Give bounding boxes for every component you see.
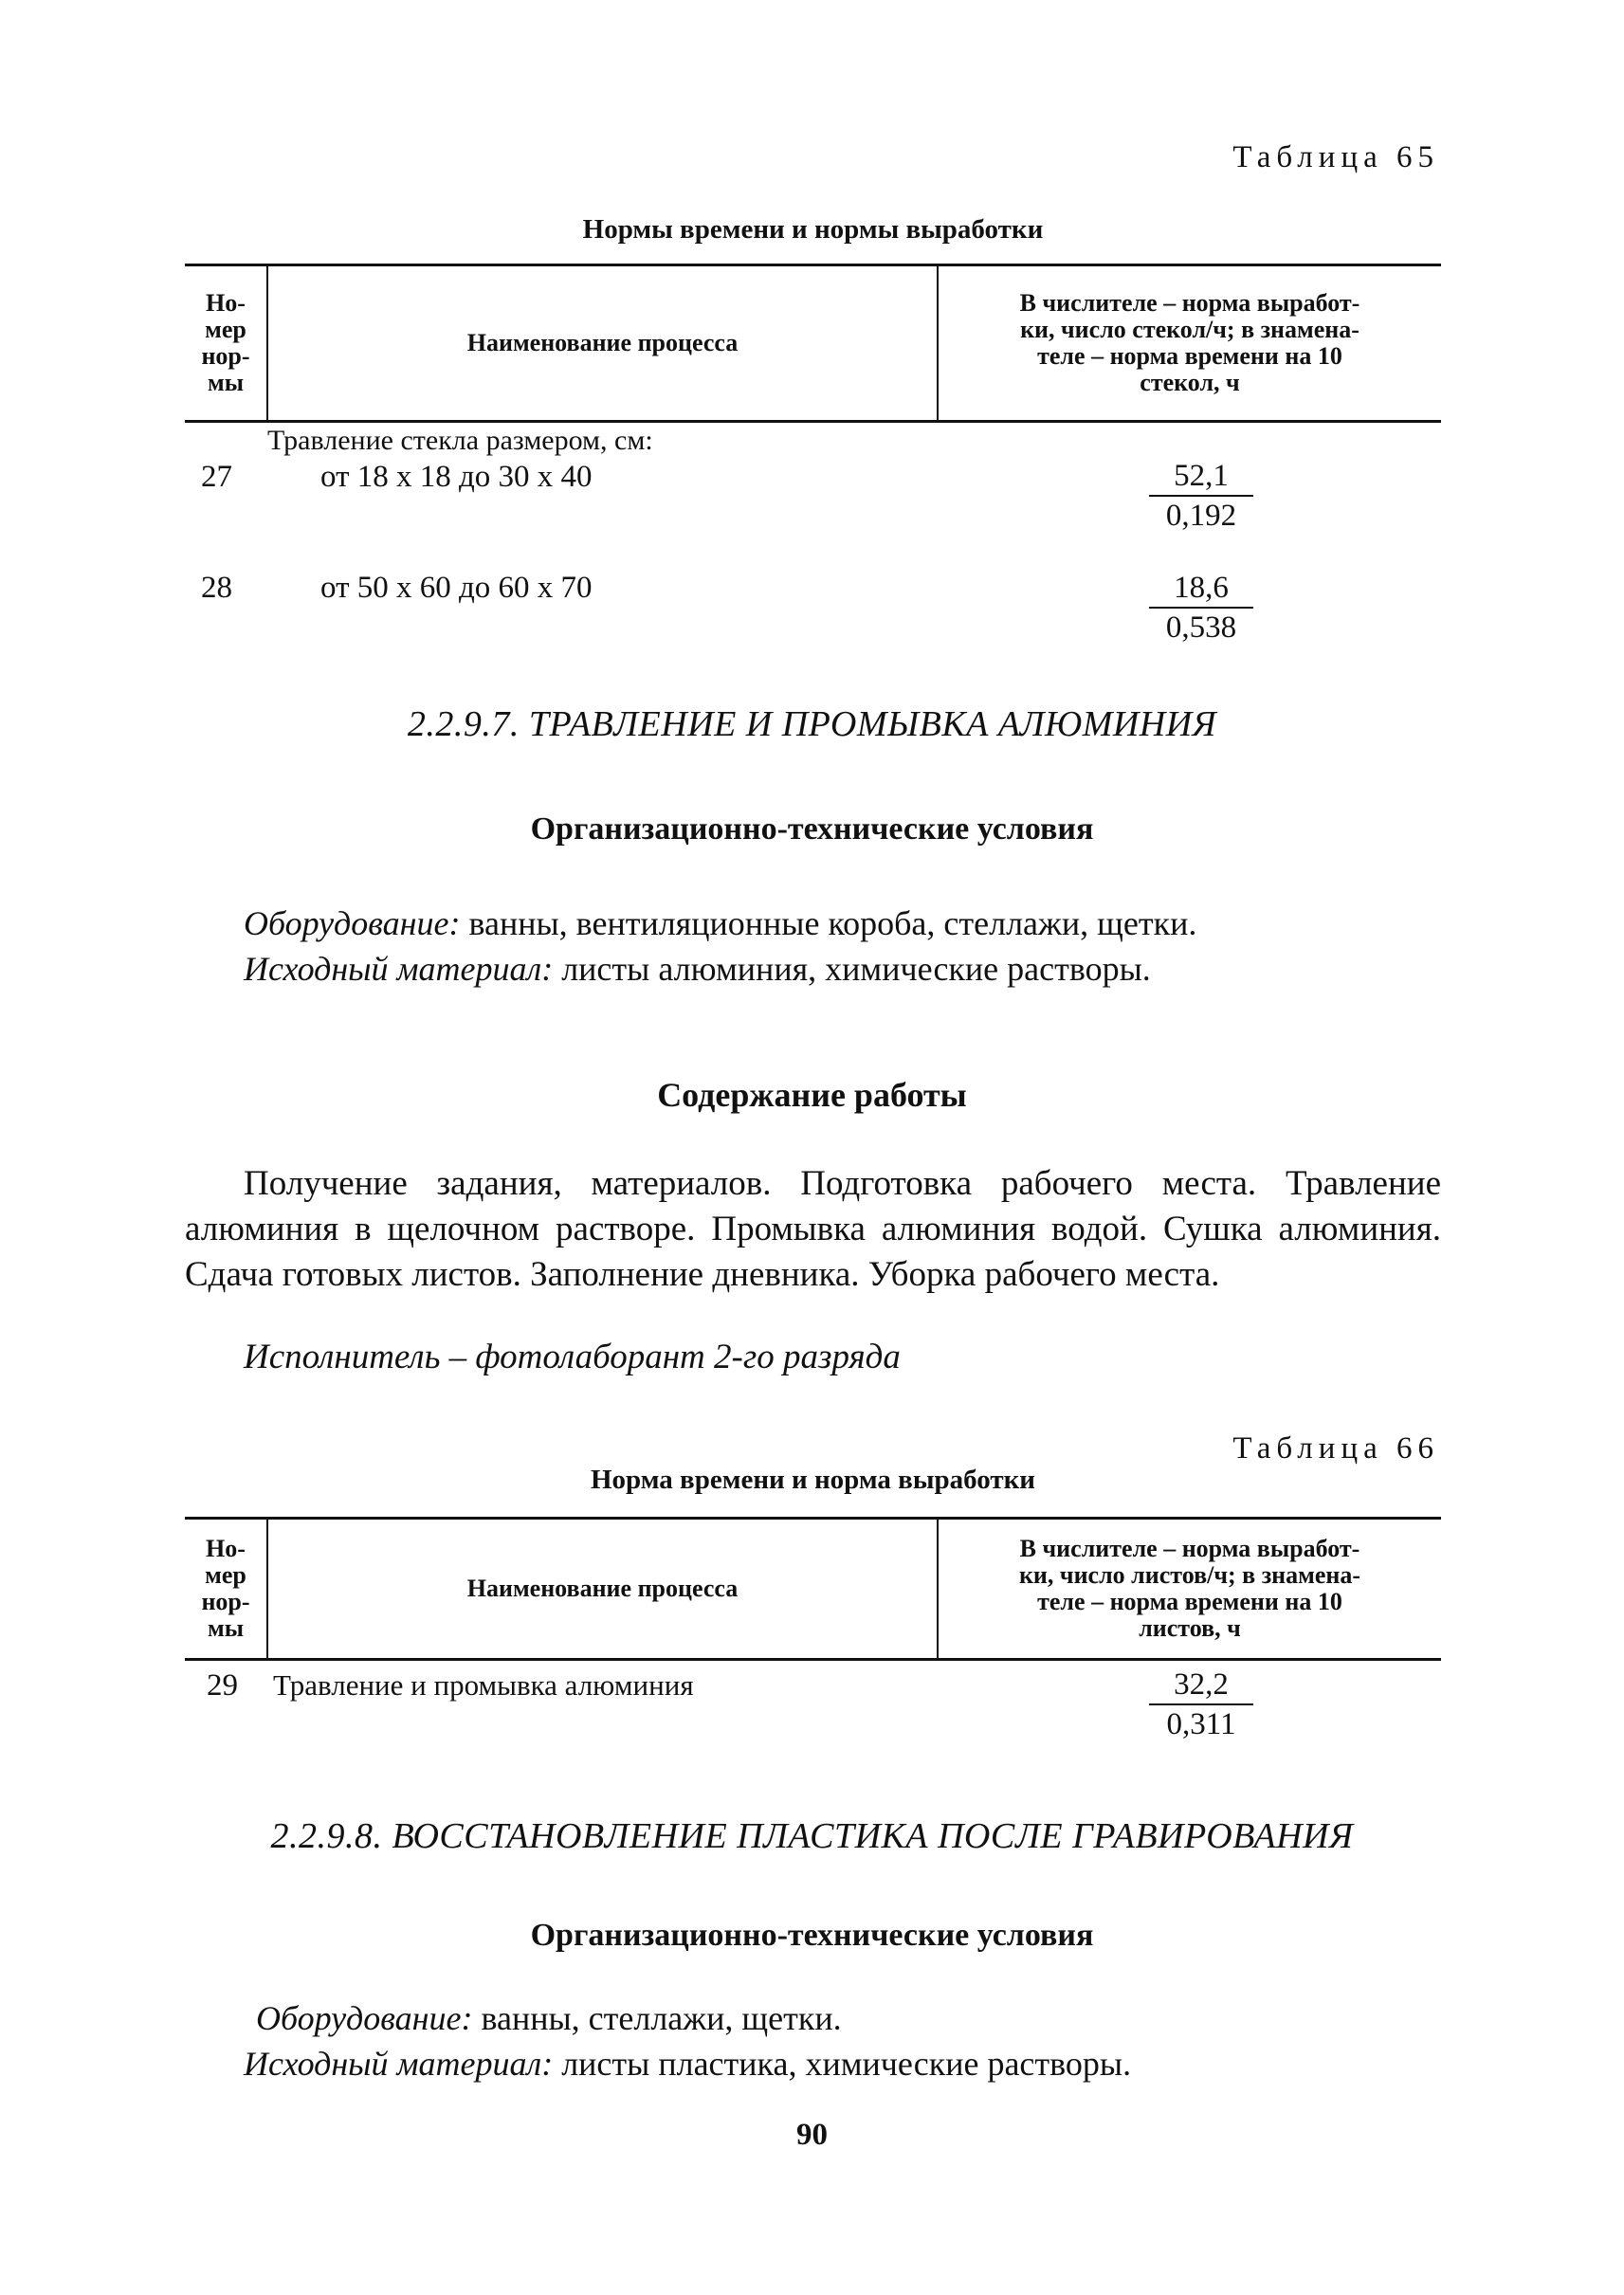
row-29-name: Травление и промывка алюминия (273, 1668, 694, 1702)
row-28-norm (1149, 569, 1253, 647)
row-28-name: от 50 х 60 до 60 х 70 (320, 571, 593, 605)
row-28-number: 28 (201, 571, 232, 605)
section-title-2298: 2.2.9.8. ВОССТАНОВЛЕНИЕ ПЛАСТИКА ПОСЛЕ ГРАВИРОВАНИЯ (270, 1816, 1354, 1856)
row-28-denominator: 0,538 (1165, 610, 1237, 645)
row-27-numerator: 52,1 (1149, 457, 1253, 497)
table-65-header (185, 264, 1441, 423)
row-29-denominator: 0,311 (1166, 1707, 1236, 1741)
table-66-caption: Норма времени и норма выработки (591, 1465, 1035, 1495)
equipment-label-1: Оборудование: (244, 904, 461, 942)
conditions-heading-1: Организационно-технические условия (530, 811, 1094, 847)
table-65-label: Таблица 65 (1232, 140, 1439, 174)
conditions-heading-2: Организационно-технические условия (530, 1918, 1094, 1953)
group-title: Травление стекла размером, см: (267, 425, 653, 456)
header-number-66: Но- мер нор- мы (185, 1519, 267, 1660)
equipment-line-1 (244, 901, 1196, 946)
equipment-text-1: ванны, вентиляционные короба, стеллажи, щетки. (460, 904, 1197, 942)
material-text-2: листы пластика, химические растворы. (553, 2045, 1132, 2083)
header-process: Наименование процесса (267, 265, 938, 422)
table-66-header (185, 1517, 1441, 1661)
material-line-2 (244, 2041, 1131, 2086)
performer: Исполнитель – фотолаборант 2-го разряда (244, 1338, 901, 1376)
row-27-norm (1149, 457, 1253, 535)
table-66-label: Таблица 66 (1232, 1431, 1439, 1466)
page-number: 90 (796, 2118, 828, 2152)
work-heading: Содержание работы (657, 1076, 967, 1114)
header-norm-66: В числителе – норма выработ- ки, число листов/ч; в знамена- теле – норма времени на 10 листов, ч (938, 1519, 1441, 1660)
row-29-numerator: 32,2 (1149, 1666, 1253, 1705)
equipment-label-2: Оборудование: (256, 1999, 473, 2037)
header-process-66: Наименование процесса (267, 1519, 938, 1660)
material-line-1 (244, 946, 1151, 992)
row-27-name: от 18 х 18 до 30 х 40 (320, 460, 593, 494)
work-text: Получение задания, материалов. Подготовка рабочего места. Травление алюминия в щелочном растворе. Промывка алюминия водой. Сушка алюминия. Сдача готовых листов. Заполнение дневника. Уборка рабочего места. (185, 1164, 1441, 1294)
equipment-line-2 (256, 1995, 842, 2041)
header-number: Но- мер нор- мы (185, 265, 267, 422)
row-28-numerator: 18,6 (1149, 569, 1253, 609)
header-norm: В числителе – норма выработ- ки, число стекол/ч; в знамена- теле – норма времени на 10 стекол, ч (938, 265, 1441, 422)
section-title-2297: 2.2.9.7. ТРАВЛЕНИЕ И ПРОМЫВКА АЛЮМИНИЯ (407, 704, 1217, 744)
material-label-2: Исходный материал: (244, 2045, 554, 2083)
material-label-1: Исходный материал: (244, 950, 554, 988)
material-text-1: листы алюминия, химические растворы. (553, 950, 1151, 988)
row-27-number: 27 (201, 460, 232, 494)
row-29-number: 29 (207, 1668, 238, 1703)
row-27-denominator: 0,192 (1165, 499, 1237, 533)
table-65-caption: Нормы времени и нормы выработки (582, 214, 1044, 245)
equipment-text-2: ванны, стеллажи, щетки. (472, 1999, 842, 2037)
row-29-norm (1149, 1666, 1253, 1743)
